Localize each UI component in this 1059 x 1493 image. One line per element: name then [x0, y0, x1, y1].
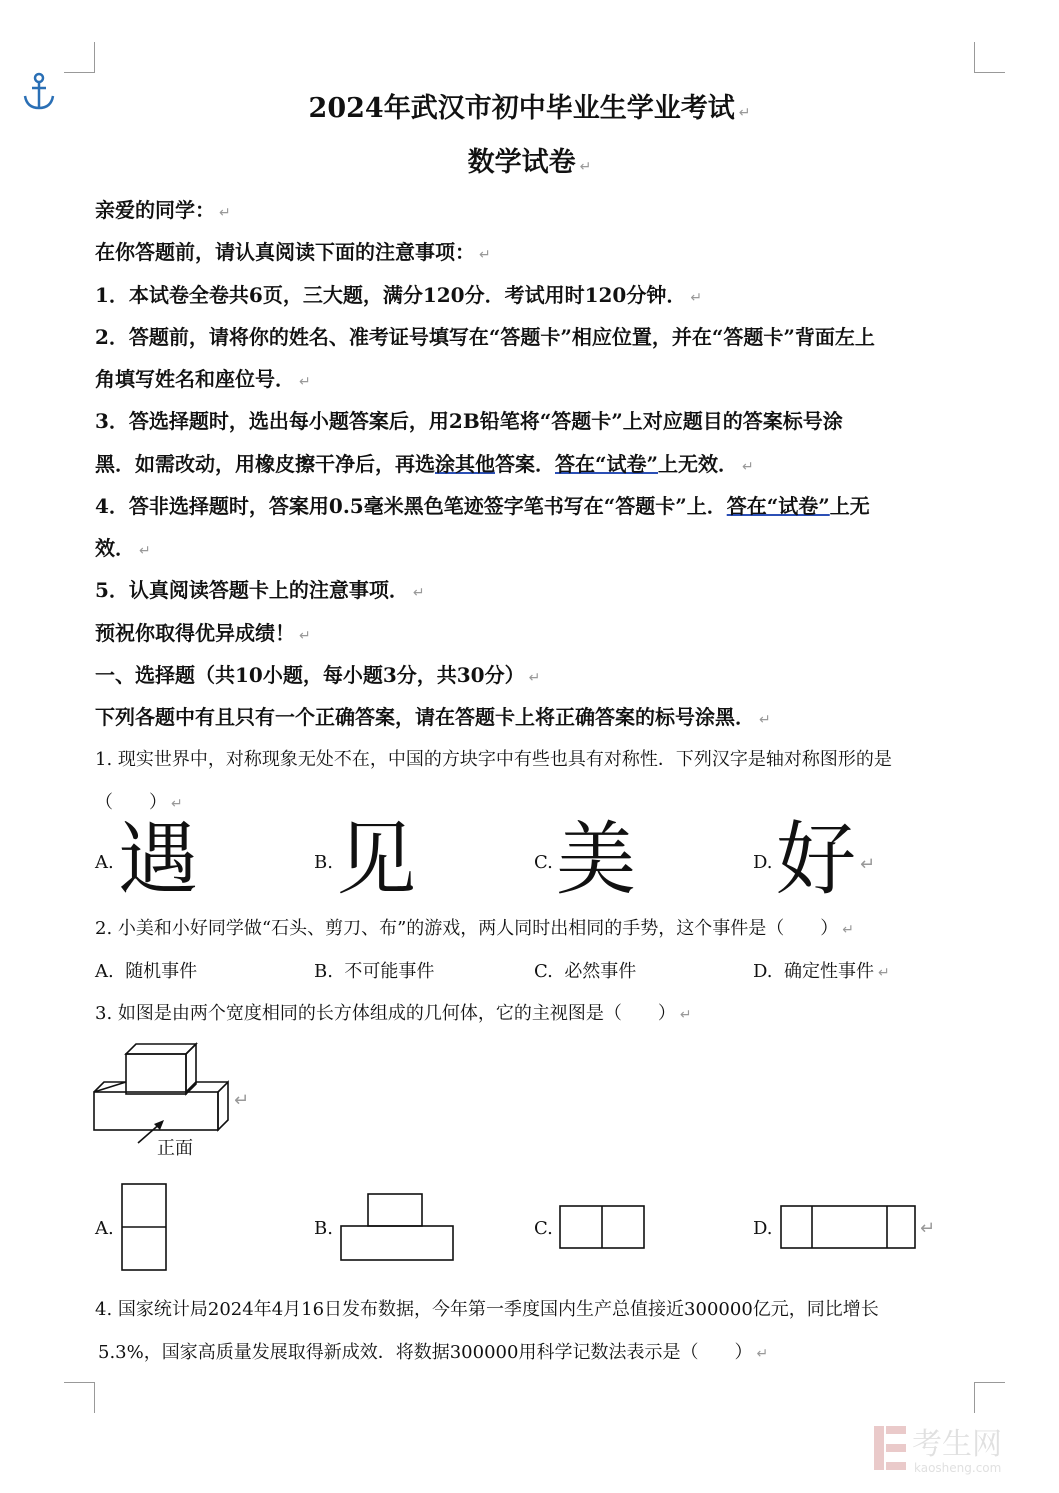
q3-option-a-figure: [120, 1182, 170, 1274]
q1-option-b-label: B.: [314, 852, 333, 873]
notice-item-4: 4．答非选择题时，答案用0.5毫米黑色笔迹签字笔书写在“答题卡”上．答在“试卷”上无: [95, 494, 870, 518]
q3-option-a-label: A.: [95, 1218, 114, 1239]
watermark-cn: 考生网: [912, 1427, 1002, 1462]
greeting: 亲爱的同学： ↵: [95, 198, 231, 222]
q1-option-a-label: A.: [95, 852, 114, 873]
watermark-en: kaosheng.com: [914, 1461, 1002, 1475]
section-heading: 一、选择题（共10小题，每小题3分，共30分） ↵: [95, 663, 541, 687]
q1-bracket: （ ） ↵: [95, 792, 183, 813]
q2-option-b: B. 不可能事件: [314, 961, 435, 982]
section-instruction: 下列各题中有且只有一个正确答案，请在答题卡上将正确答案的标号涂黑． ↵: [95, 705, 771, 729]
q3-figure-paragraph-mark: ↵: [234, 1090, 250, 1111]
q3-option-c-label: C.: [534, 1218, 553, 1239]
notice-item-5: 5．认真阅读答题卡上的注意事项． ↵: [95, 578, 425, 602]
q3-option-b-figure: [338, 1192, 458, 1264]
exam-subtitle: 数学试卷 ↵: [467, 147, 592, 178]
q2-stem: 2. 小美和小好同学做“石头、剪刀、布”的游戏，两人同时出相同的手势，这个事件是（ ） ↵: [95, 918, 855, 939]
q1-option-a-char: 遇: [118, 813, 198, 906]
q1-option-d-label: D.: [753, 852, 773, 873]
q4-stem-line1: 4. 国家统计局2024年4月16日发布数据，今年第一季度国内生产总值接近300000亿元，同比增长: [95, 1299, 879, 1320]
notice-item-3-cont: 黑．如需改动，用橡皮擦干净后，再选涂其他答案．答在“试卷”上无效． ↵: [95, 452, 754, 476]
q3-stem: 3. 如图是由两个宽度相同的长方体组成的几何体，它的主视图是（ ） ↵: [95, 1003, 692, 1024]
q2-option-d: D. 确定性事件 ↵: [753, 961, 890, 982]
notice-item-4-cont: 效． ↵: [95, 536, 151, 560]
crop-mark-top-right: [974, 42, 1005, 73]
q2-option-a: A. 随机事件: [95, 961, 198, 982]
notice-item-2: 2．答题前，请将你的姓名、准考证号填写在“答题卡”相应位置，并在“答题卡”背面左上: [95, 325, 875, 349]
q1-option-c-label: C.: [534, 852, 553, 873]
notice-lead: 在你答题前，请认真阅读下面的注意事项： ↵: [95, 240, 491, 264]
q3-option-b-label: B.: [314, 1218, 333, 1239]
q1-option-d-char: 好: [776, 813, 856, 906]
q4-stem-line2: 5.3%，国家高质量发展取得新成效．将数据300000用科学记数法表示是（ ） ↵: [98, 1342, 769, 1363]
exam-title: 2024年武汉市初中毕业生学业考试 ↵: [308, 93, 751, 124]
q3-option-d-figure: [779, 1204, 919, 1252]
q3-options-paragraph-mark: ↵: [920, 1218, 936, 1239]
q1-stem: 1. 现实世界中，对称现象无处不在，中国的方块字中有些也具有对称性．下列汉字是轴对称图形的是: [95, 749, 892, 770]
q3-option-d-label: D.: [753, 1218, 773, 1239]
crop-mark-bottom-right: [974, 1382, 1005, 1413]
q3-front-label: 正面: [157, 1138, 193, 1159]
wish: 预祝你取得优异成绩！ ↵: [95, 621, 311, 645]
q1-paragraph-mark: ↵: [860, 854, 876, 875]
q3-option-c-figure: [558, 1204, 648, 1252]
notice-item-2-cont: 角填写姓名和座位号． ↵: [95, 367, 311, 391]
watermark-logo: [872, 1420, 1040, 1476]
notice-item-1: 1．本试卷全卷共6页，三大题，满分120分．考试用时120分钟． ↵: [95, 283, 703, 307]
crop-mark-bottom-left: [64, 1382, 95, 1413]
notice-item-3: 3．答选择题时，选出每小题答案后，用2B铅笔将“答题卡”上对应题目的答案标号涂: [95, 409, 843, 433]
q1-option-c-char: 美: [556, 813, 636, 906]
q1-option-b-char: 见: [336, 813, 416, 906]
crop-mark-top-left: [64, 42, 95, 73]
q2-option-c: C. 必然事件: [534, 961, 637, 982]
